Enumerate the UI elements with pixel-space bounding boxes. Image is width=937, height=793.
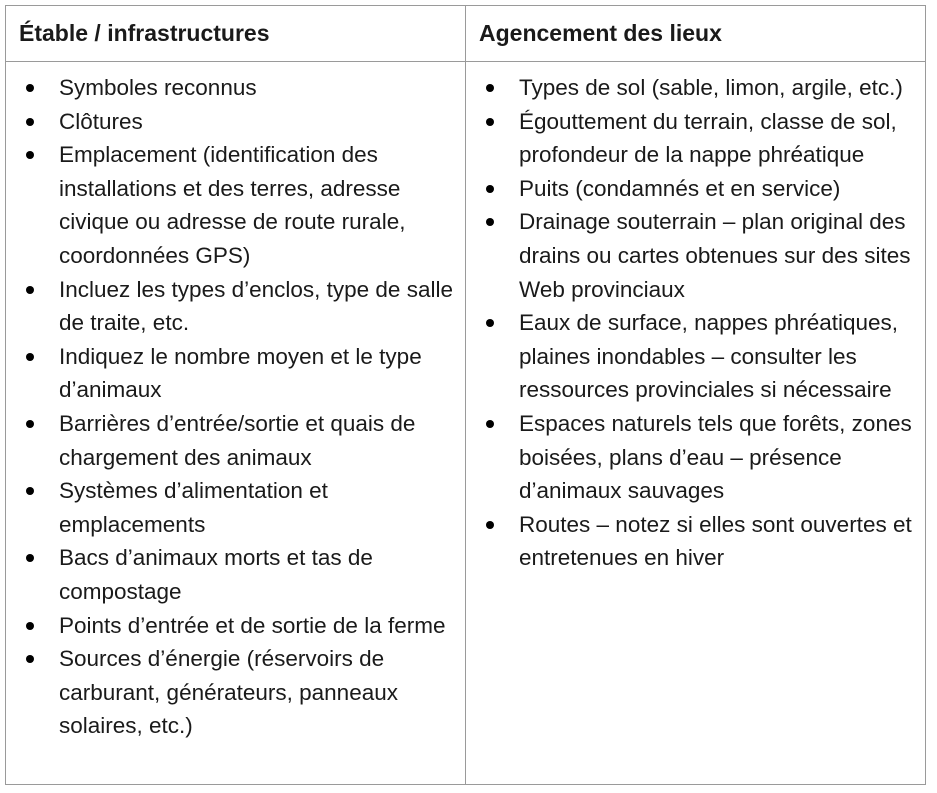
right-column-cell xyxy=(466,62,925,784)
list-item: Bacs d’animaux morts et tas de compostage xyxy=(6,541,465,608)
bullet-icon xyxy=(486,118,494,126)
list-item: Types de sol (sable, limon, argile, etc.) xyxy=(466,71,925,105)
bullet-icon xyxy=(486,521,494,529)
bullet-icon xyxy=(26,655,34,663)
bullet-icon xyxy=(26,554,34,562)
requirements-table xyxy=(5,5,926,785)
list-item: Systèmes d’alimentation et emplacements xyxy=(6,474,465,541)
bullet-icon xyxy=(26,286,34,294)
list-item: Eaux de surface, nappes phréatiques, plaines inondables – consulter les ressources provinciales si nécessaire xyxy=(466,306,925,407)
list-item: Puits (condamnés et en service) xyxy=(466,172,925,206)
right-bullet-list xyxy=(466,71,925,575)
list-item: Indiquez le nombre moyen et le type d’animaux xyxy=(6,340,465,407)
list-item: Incluez les types d’enclos, type de salle de traite, etc. xyxy=(6,273,465,340)
list-item: Espaces naturels tels que forêts, zones boisées, plans d’eau – présence d’animaux sauvages xyxy=(466,407,925,508)
bullet-icon xyxy=(26,487,34,495)
left-bullet-list xyxy=(6,71,465,743)
bullet-icon xyxy=(486,218,494,226)
header-agencement-des-lieux: Agencement des lieux xyxy=(466,6,925,62)
list-item: Clôtures xyxy=(6,105,465,139)
bullet-icon xyxy=(486,185,494,193)
bullet-icon xyxy=(26,622,34,630)
bullet-icon xyxy=(26,84,34,92)
bullet-icon xyxy=(486,420,494,428)
bullet-icon xyxy=(26,420,34,428)
list-item: Points d’entrée et de sortie de la ferme xyxy=(6,609,465,643)
bullet-icon xyxy=(26,151,34,159)
list-item: Routes – notez si elles sont ouvertes et entretenues en hiver xyxy=(466,508,925,575)
left-column-cell xyxy=(6,62,466,784)
bullet-icon xyxy=(486,84,494,92)
list-item: Égouttement du terrain, classe de sol, profondeur de la nappe phréatique xyxy=(466,105,925,172)
list-item: Emplacement (identification des installations et des terres, adresse civique ou adresse de route rurale, coordonnées GPS) xyxy=(6,138,465,272)
bullet-icon xyxy=(26,118,34,126)
bullet-icon xyxy=(486,319,494,327)
bullet-icon xyxy=(26,353,34,361)
list-item: Drainage souterrain – plan original des drains ou cartes obtenues sur des sites Web provinciaux xyxy=(466,205,925,306)
list-item: Barrières d’entrée/sortie et quais de chargement des animaux xyxy=(6,407,465,474)
list-item: Symboles reconnus xyxy=(6,71,465,105)
list-item: Sources d’énergie (réservoirs de carburant, générateurs, panneaux solaires, etc.) xyxy=(6,642,465,743)
header-etable-infrastructures: Étable / infrastructures xyxy=(6,6,466,62)
